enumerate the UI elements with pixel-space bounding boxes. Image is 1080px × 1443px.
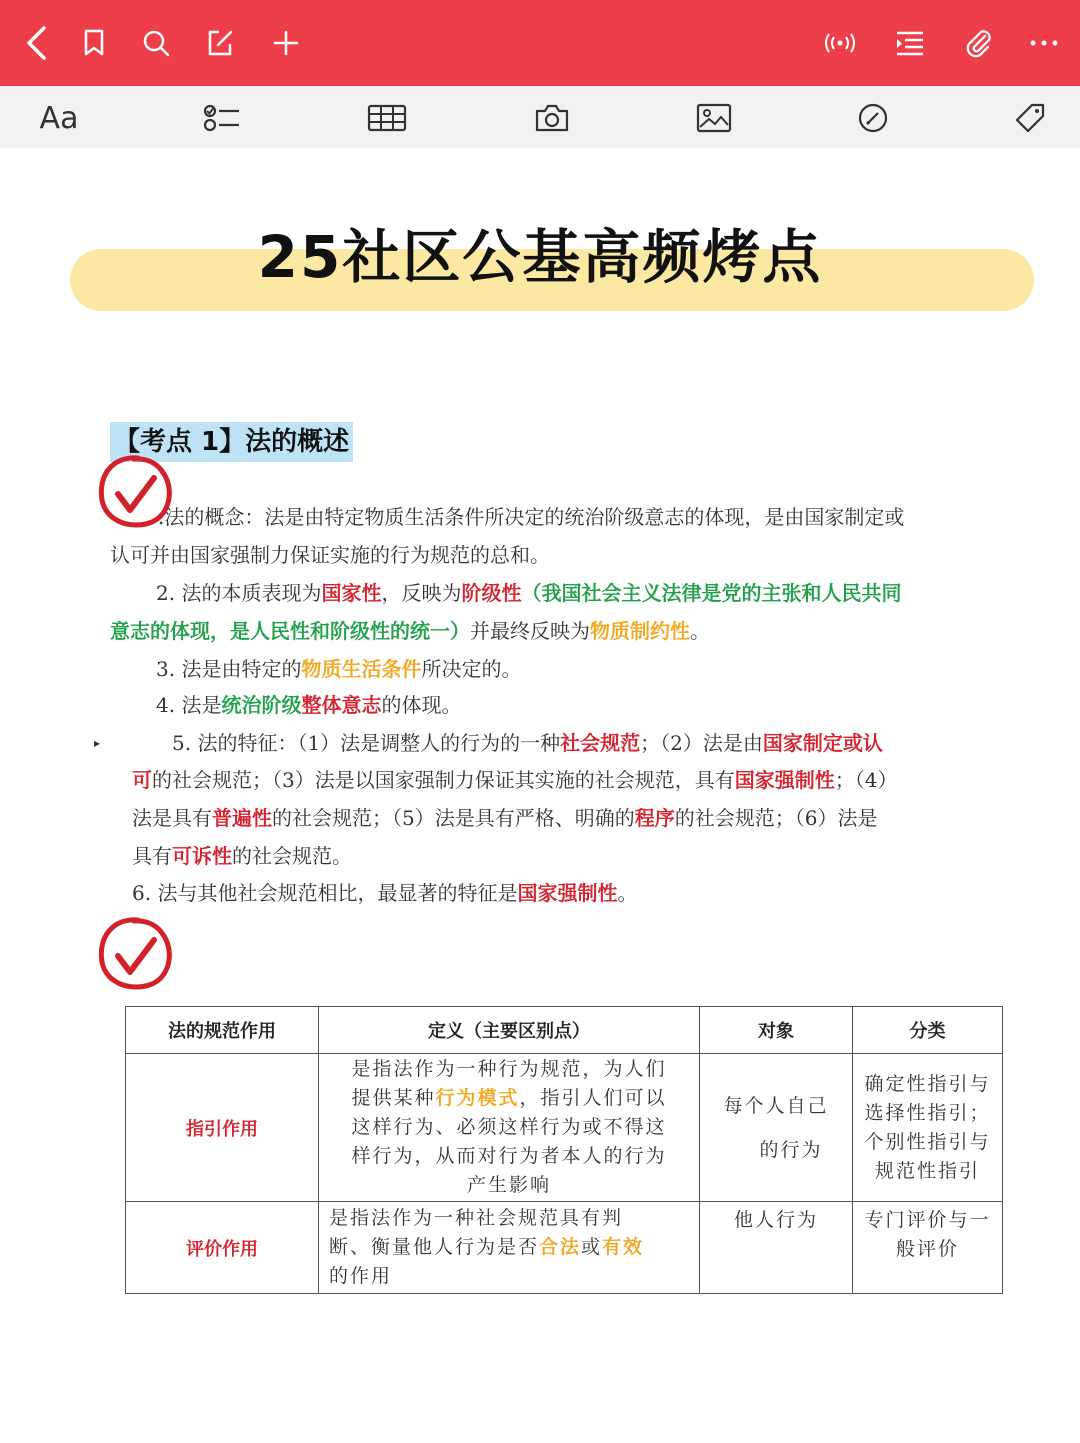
table-cell-object: 每个人自己 的行为 (700, 1054, 853, 1202)
paragraph-2-line-2: 意志的体现，是人民性和阶级性的统一）并最终反映为物质制约性。 (110, 619, 710, 643)
paragraph-2-line-1: 2. 法的本质表现为国家性，反映为阶级性（我国社会主义法律是党的主张和人民共同 (156, 581, 902, 605)
table-header: 定义（主要区别点） (319, 1007, 700, 1054)
table-header: 分类 (853, 1007, 1003, 1054)
paragraph-4: 4. 法是统治阶级整体意志的体现。 (156, 693, 462, 717)
table-cell-name: 评价作用 (126, 1202, 319, 1294)
paragraph-5-line-4: 具有可诉性的社会规范。 (132, 844, 352, 868)
table-header-row (126, 1007, 1003, 1054)
paragraph-5-line-2: 可的社会规范；（3）法是以国家强制力保证其实施的社会规范，具有国家强制性；（4） (132, 768, 898, 792)
table-cell-object: 他人行为 (700, 1202, 853, 1294)
font-style-label: Aa (39, 100, 79, 136)
paragraph-3: 3. 法是由特定的物质生活条件所决定的。 (156, 657, 522, 681)
paragraph-5-line-1: 5. 法的特征：（1）法是调整人的行为的一种社会规范；（2）法是由国家制定或认 (172, 731, 883, 755)
table-cell-name: 指引作用 (126, 1054, 319, 1202)
table-cell-definition: 是指法作为一种行为规范，为人们 提供某种行为模式，指引人们可以 这样行为、必须这样行为或不得这 样行为，从而对行为者本人的行为 产生影响 (319, 1054, 700, 1202)
paragraph-1-line-2: 认可并由国家强制力保证实施的行为规范的总和。 (110, 543, 550, 567)
table-header: 法的规范作用 (126, 1007, 319, 1054)
table-row (126, 1202, 1003, 1294)
paragraph-6: 6. 法与其他社会规范相比，最显著的特征是国家强制性。 (132, 881, 638, 905)
table-cell-definition: 是指法作为一种社会规范具有判 断、衡量他人行为是否合法或有效 的作用 (319, 1202, 700, 1294)
paragraph-1-line-1: .法的概念：法是由特定物质生活条件所决定的统治阶级意志的体现，是由国家制定或 (158, 505, 905, 529)
cursor-marker-icon: ▸ (94, 736, 101, 750)
paragraph-5-line-3: 法是具有普遍性的社会规范；（5）法是具有严格、明确的程序的社会规范；（6）法是 (132, 806, 878, 830)
page-title: 25社区公基高频烤点 (257, 223, 823, 291)
section-heading: 【考点 1】法的概述 (110, 422, 353, 462)
table-cell-category: 专门评价与一 般评价 (853, 1202, 1003, 1294)
table-header: 对象 (700, 1007, 853, 1054)
table-cell-category: 确定性指引与 选择性指引； 个别性指引与 规范性指引 (853, 1054, 1003, 1202)
checkmark-circle-icon (94, 914, 176, 996)
table-row (126, 1054, 1003, 1202)
law-function-table (125, 1006, 1003, 1294)
